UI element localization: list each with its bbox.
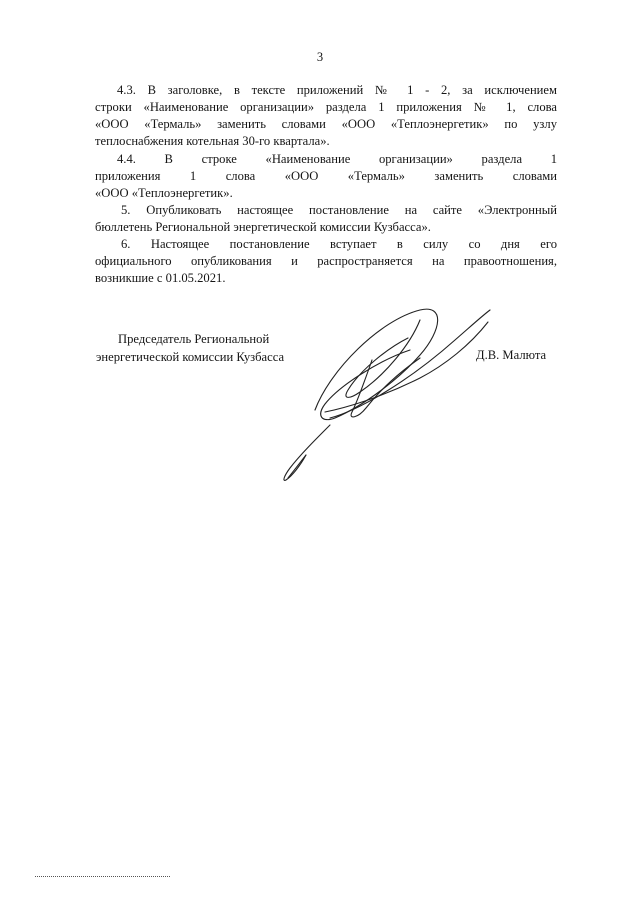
- handwritten-signature: [270, 300, 500, 490]
- footer-divider: [35, 876, 170, 877]
- page-number: 3: [316, 50, 324, 64]
- paragraph-line: приложения 1 слова «ООО «Термаль» заменить словами: [95, 169, 557, 184]
- paragraph-4-4: [95, 151, 557, 202]
- paragraph-line: официального опубликования и распространяется на правоотношения,: [95, 254, 557, 269]
- paragraph-line: «ООО «Термаль» заменить словами «ООО «Теплоэнергетик» по узлу: [95, 117, 557, 132]
- paragraph-4-3: [95, 82, 557, 150]
- paragraph-line: 4.4. В строке «Наименование организации» раздела 1: [117, 152, 557, 166]
- paragraph-line: возникшие с 01.05.2021.: [95, 271, 226, 286]
- paragraph-line: строки «Наименование организации» раздела 1 приложения № 1, слова: [95, 100, 557, 115]
- signatory-title: [96, 331, 284, 366]
- paragraph-line: 4.3. В заголовке, в тексте приложений № 1 - 2, за исключением: [117, 83, 557, 97]
- paragraph-5: [95, 202, 557, 236]
- paragraph-line: «ООО «Теплоэнергетик».: [95, 186, 233, 201]
- signatory-title-line: энергетической комиссии Кузбасса: [96, 349, 285, 364]
- paragraph-6: [95, 236, 557, 287]
- signatory-name: Д.В. Малюта: [476, 348, 547, 362]
- paragraph-line: 6. Настоящее постановление вступает в силу со дня его: [121, 237, 557, 251]
- signatory-title-line: Председатель Региональной: [118, 332, 270, 346]
- paragraph-line: 5. Опубликовать настоящее постановление на сайте «Электронный: [121, 203, 557, 217]
- paragraph-line: бюллетень Региональной энергетической комиссии Кузбасса».: [95, 220, 431, 235]
- paragraph-line: теплоснабжения котельная 30-го квартала».: [95, 134, 330, 149]
